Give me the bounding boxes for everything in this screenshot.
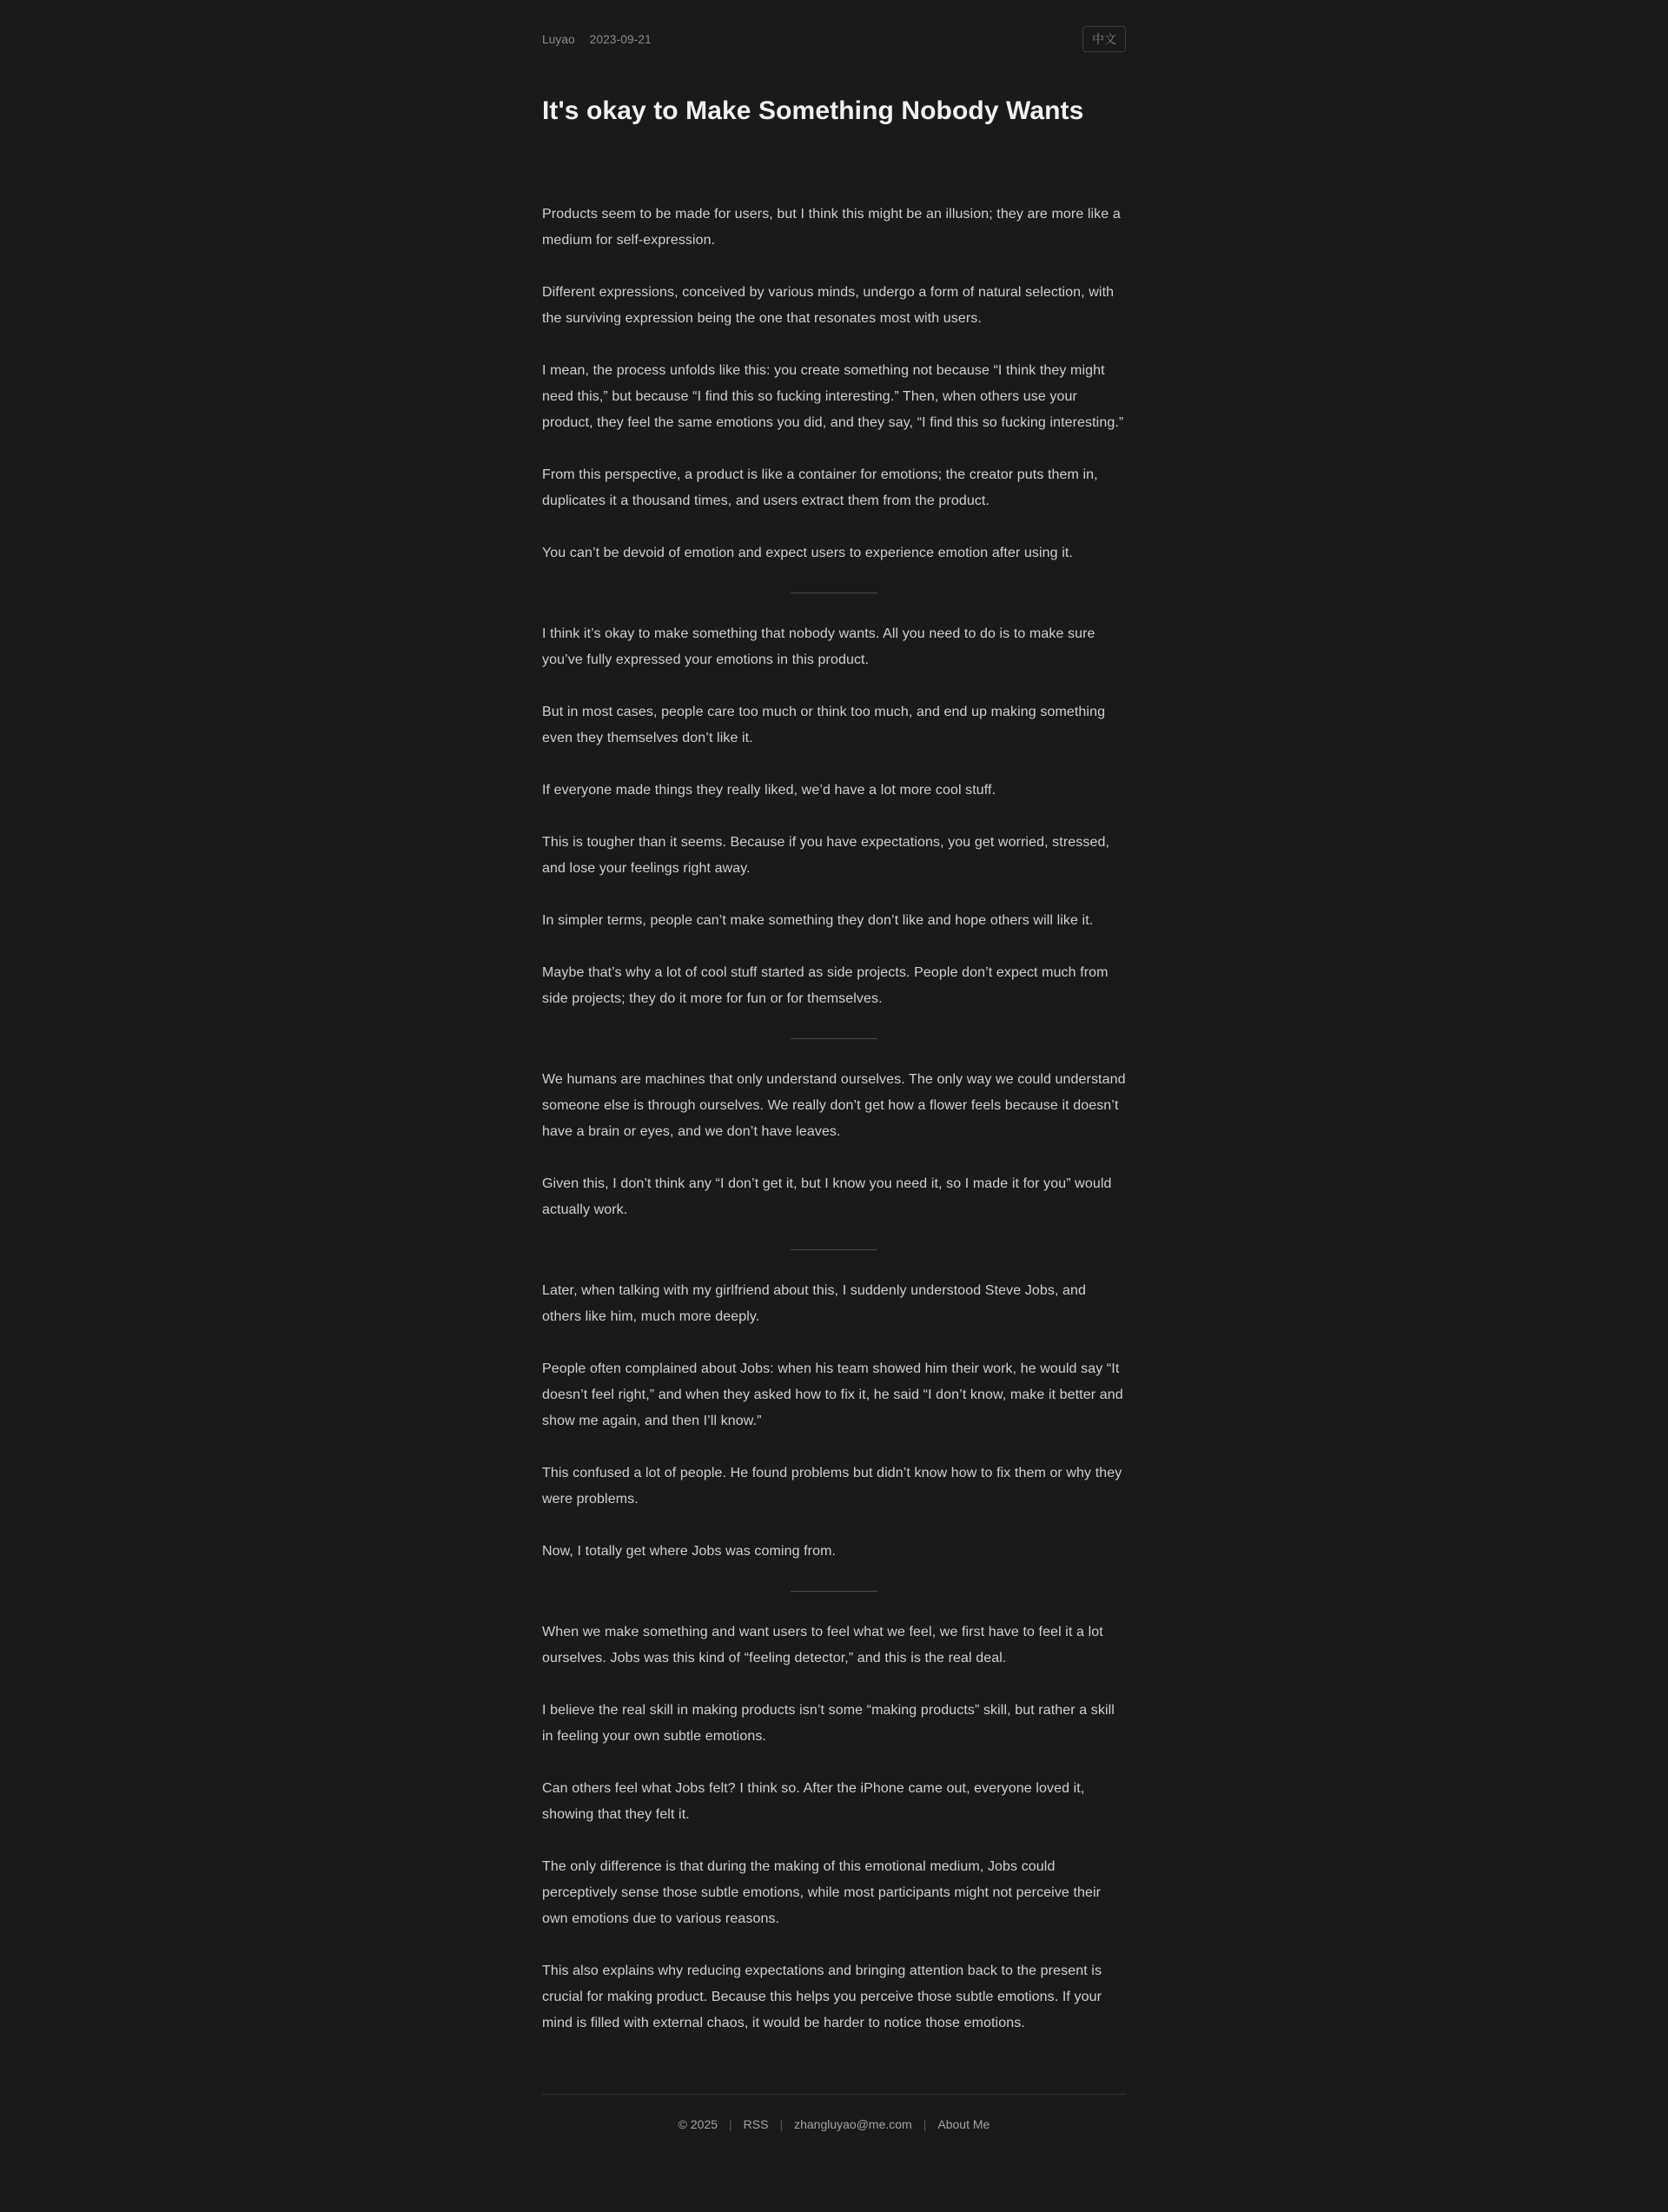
post-body [542, 202, 1126, 2036]
post-meta [542, 33, 652, 46]
post-date: 2023-09-21 [589, 32, 652, 46]
section-divider [791, 1249, 877, 1250]
about-link[interactable]: About Me [937, 2117, 990, 2132]
paragraph: This is tougher than it seems. Because if you have expectations, you get worried, stressed, and lose your feelings right away. [542, 835, 1109, 877]
paragraph: This also explains why reducing expectations and bringing attention back to the present is crucial for making product. Because this helps you perceive those subtle emotions. If your mind is filled with external chaos, it would be harder to notice those emotions. [542, 1964, 1102, 2031]
paragraph: From this perspective, a product is like a container for emotions; the creator puts them in, duplicates it a thousand times, and users extract them from the product. [542, 467, 1098, 509]
section-divider [791, 1591, 877, 1592]
paragraph: You can’t be devoid of emotion and expect users to experience emotion after using it. [542, 546, 1073, 561]
author-link[interactable]: Luyao [542, 32, 575, 46]
page-container [542, 0, 1126, 2175]
paragraph: In simpler terms, people can’t make something they don’t like and hope others will like it. [542, 913, 1094, 929]
email-link[interactable]: zhangluyao@me.com [794, 2117, 912, 2132]
article-section [542, 202, 1126, 566]
paragraph: Different expressions, conceived by various minds, undergo a form of natural selection, with the surviving expression being the one that resonates most with users. [542, 285, 1115, 327]
paragraph: Given this, I don’t think any “I don’t get it, but I know you need it, so I made it for you” would actually work. [542, 1176, 1112, 1218]
article-section [542, 1619, 1126, 2036]
paragraph: I think it’s okay to make something that nobody wants. All you need to do is to make sure you’ve fully expressed your emotions in this product. [542, 626, 1095, 668]
rss-link[interactable]: RSS [743, 2117, 769, 2132]
paragraph: But in most cases, people care too much or think too much, and end up making something even they themselves don’t like it. [542, 705, 1106, 746]
paragraph: I believe the real skill in making products isn’t some “making products” skill, but rather a skill in feeling your own subtle emotions. [542, 1703, 1115, 1745]
paragraph: This confused a lot of people. He found problems but didn’t know how to fix them or why they were problems. [542, 1466, 1122, 1507]
paragraph: We humans are machines that only understand ourselves. The only way we could understand someone else is through ourselves. We really don’t get how a flower feels because it doesn’t have a brain or eyes, and we don’t have leaves. [542, 1072, 1126, 1140]
article-section [542, 1278, 1126, 1565]
paragraph: Now, I totally get where Jobs was coming from. [542, 1544, 837, 1560]
article-section [542, 621, 1126, 1012]
copyright: © 2025 [678, 2117, 718, 2132]
section-divider [791, 1038, 877, 1039]
paragraph: When we make something and want users to feel what we feel, we first have to feel it a lot ourselves. Jobs was this kind of “feeling detector,” and this is the real deal. [542, 1625, 1103, 1666]
article-section [542, 1067, 1126, 1223]
paragraph: Maybe that’s why a lot of cool stuff started as side projects. People don’t expect much from side projects; they do it more for fun or for themselves. [542, 965, 1109, 1007]
paragraph: Later, when talking with my girlfriend about this, I suddenly understood Steve Jobs, and others like him, much more deeply. [542, 1283, 1087, 1325]
footer-separator: | [779, 2117, 784, 2132]
paragraph: Products seem to be made for users, but I think this might be an illusion; they are more like a medium for self-expression. [542, 207, 1121, 248]
paragraph: If everyone made things they really liked, we’d have a lot more cool stuff. [542, 783, 996, 798]
footer-separator: | [923, 2117, 927, 2132]
post-header [542, 26, 1126, 52]
footer-separator: | [729, 2117, 732, 2132]
post-title: It's okay to Make Something Nobody Wants [542, 96, 1084, 126]
paragraph: I mean, the process unfolds like this: you create something not because “I think they might need this,” but because “I find this so fucking interesting.” Then, when others use your product, they feel the same emotions you did, and they say, “I find this so fucking interesting.” [542, 363, 1124, 431]
language-toggle-button[interactable]: 中文 [1082, 26, 1126, 52]
paragraph: People often complained about Jobs: when his team showed him their work, he would say “It doesn’t feel right,” and when they asked how to fix it, he said “I don’t know, make it better and show me again, and then I’ll know.” [542, 1361, 1123, 1429]
paragraph: The only difference is that during the making of this emotional medium, Jobs could perceptively sense those subtle emotions, while most participants might not perceive their own emotions due to various reasons. [542, 1859, 1102, 1927]
paragraph: Can others feel what Jobs felt? I think so. After the iPhone came out, everyone loved it, showing that they felt it. [542, 1781, 1085, 1823]
page-footer [542, 2094, 1126, 2175]
